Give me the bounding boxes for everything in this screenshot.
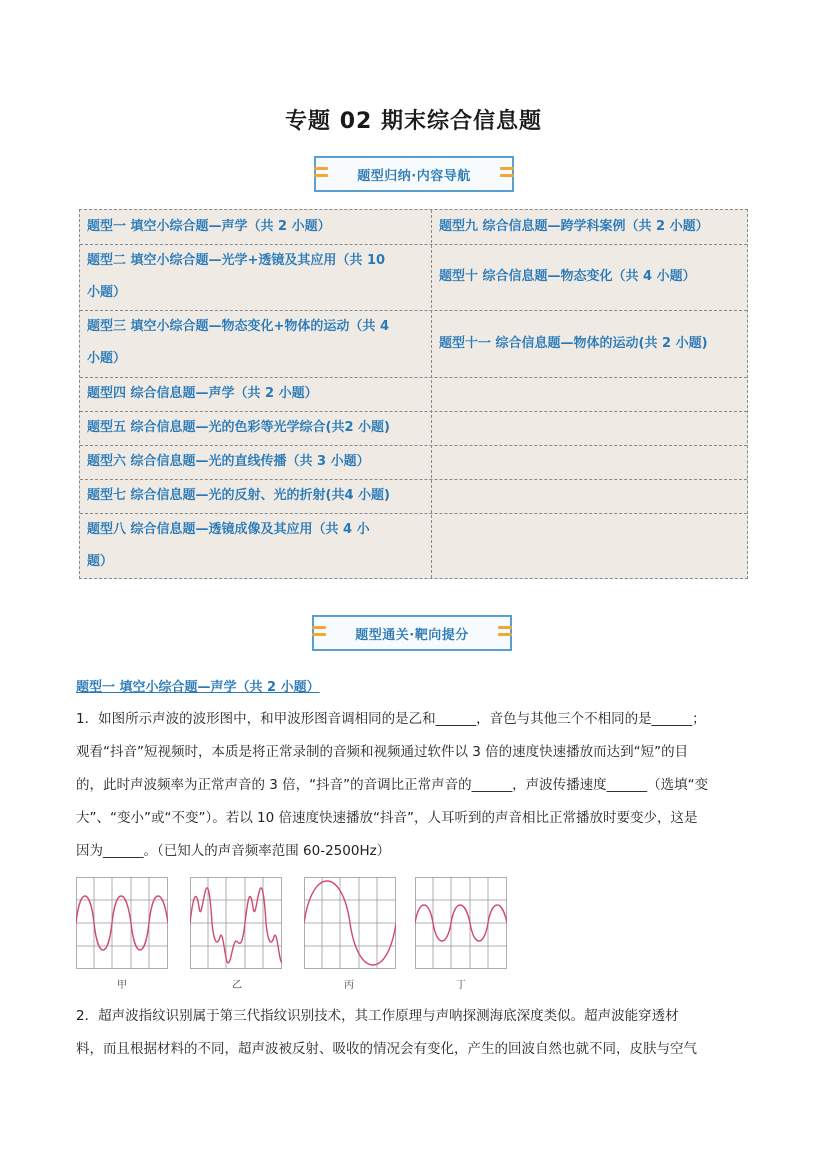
toc-item-3-cont[interactable]: 小题） (87, 351, 127, 366)
nav-banner (314, 156, 514, 192)
toc-item-2-cont[interactable]: 小题） (87, 285, 127, 300)
q2-line-2: 料，而且根据材料的不同，超声波被反射、吸收的情况会有变化，产生的回波自然也就不同，皮肤与空气 (76, 1041, 697, 1057)
toc-item-3[interactable]: 题型三 填空小综合题—物态变化+物体的运动（共 4 (87, 319, 389, 334)
q1-line-5: 因为______。（已知人的声音频率范围 60-2500Hz） (76, 843, 391, 859)
page-title: 专题 02 期末综合信息题 (285, 109, 542, 134)
toc-item-6[interactable]: 题型六 综合信息题—光的直线传播（共 3 小题） (87, 454, 370, 469)
toc-item-8[interactable]: 题型八 综合信息题—透镜成像及其应用（共 4 小 (87, 522, 370, 537)
banner-deco-left-icon (314, 167, 328, 181)
practice-banner-label: 题型通关·靶向提分 (355, 627, 469, 643)
waveform-label-bing: 丙 (344, 980, 354, 991)
waveform-label-ding: 丁 (456, 980, 466, 991)
toc-item-9[interactable]: 题型九 综合信息题—跨学科案例（共 2 小题） (439, 219, 709, 234)
waveform-label-jia: 甲 (117, 980, 127, 991)
question-2 (76, 1000, 748, 1066)
q1-line-4: 大”、“变小”或“不变”）。若以 10 倍速度快速播放“抖音”，人耳听到的声音相比正常播放时要变少，这是 (76, 810, 698, 826)
toc-item-4[interactable]: 题型四 综合信息题—声学（共 2 小题） (87, 386, 318, 401)
toc-table (79, 209, 748, 579)
nav-banner-label: 题型归纳·内容导航 (357, 168, 471, 184)
practice-banner (312, 615, 512, 651)
toc-divider (431, 210, 432, 578)
waveform-jia (76, 877, 168, 969)
toc-item-1[interactable]: 题型一 填空小综合题—声学（共 2 小题） (87, 219, 331, 234)
banner-deco-right-icon (498, 626, 512, 640)
question-1 (76, 703, 748, 868)
toc-item-7[interactable]: 题型七 综合信息题—光的反射、光的折射(共4 小题) (87, 488, 390, 503)
banner-deco-right-icon (500, 167, 514, 181)
q1-line-3: 的，此时声波频率为正常声音的 3 倍，“抖音”的音调比正常声音的______，声波传播速度______（选填“变 (76, 777, 709, 793)
waveform-bing (304, 877, 396, 969)
waveform-ding (415, 877, 507, 969)
q1-line-1: 1．如图所示声波的波形图中，和甲波形图音调相同的是乙和______，音色与其他三个不相同的是______； (76, 711, 706, 727)
toc-item-2[interactable]: 题型二 填空小综合题—光学+透镜及其应用（共 10 (87, 253, 386, 268)
q2-line-1: 2．超声波指纹识别属于第三代指纹识别技术，其工作原理与声呐探测海底深度类似。超声波能穿透材 (76, 1008, 679, 1024)
section-heading[interactable]: 题型一 填空小综合题—声学（共 2 小题） (76, 680, 320, 695)
toc-item-10[interactable]: 题型十 综合信息题—物态变化（共 4 小题） (439, 269, 696, 284)
q1-line-2: 观看“抖音”短视频时，本质是将正常录制的音频和视频通过软件以 3 倍的速度快速播放而达到“短”的目 (76, 744, 689, 760)
toc-item-8-cont[interactable]: 题） (87, 554, 114, 569)
banner-deco-left-icon (312, 626, 326, 640)
toc-item-5[interactable]: 题型五 综合信息题—光的色彩等光学综合(共2 小题) (87, 420, 390, 435)
waveform-yi (190, 877, 282, 969)
waveform-label-yi: 乙 (232, 980, 242, 991)
toc-item-11[interactable]: 题型十一 综合信息题—物体的运动(共 2 小题) (439, 336, 708, 351)
